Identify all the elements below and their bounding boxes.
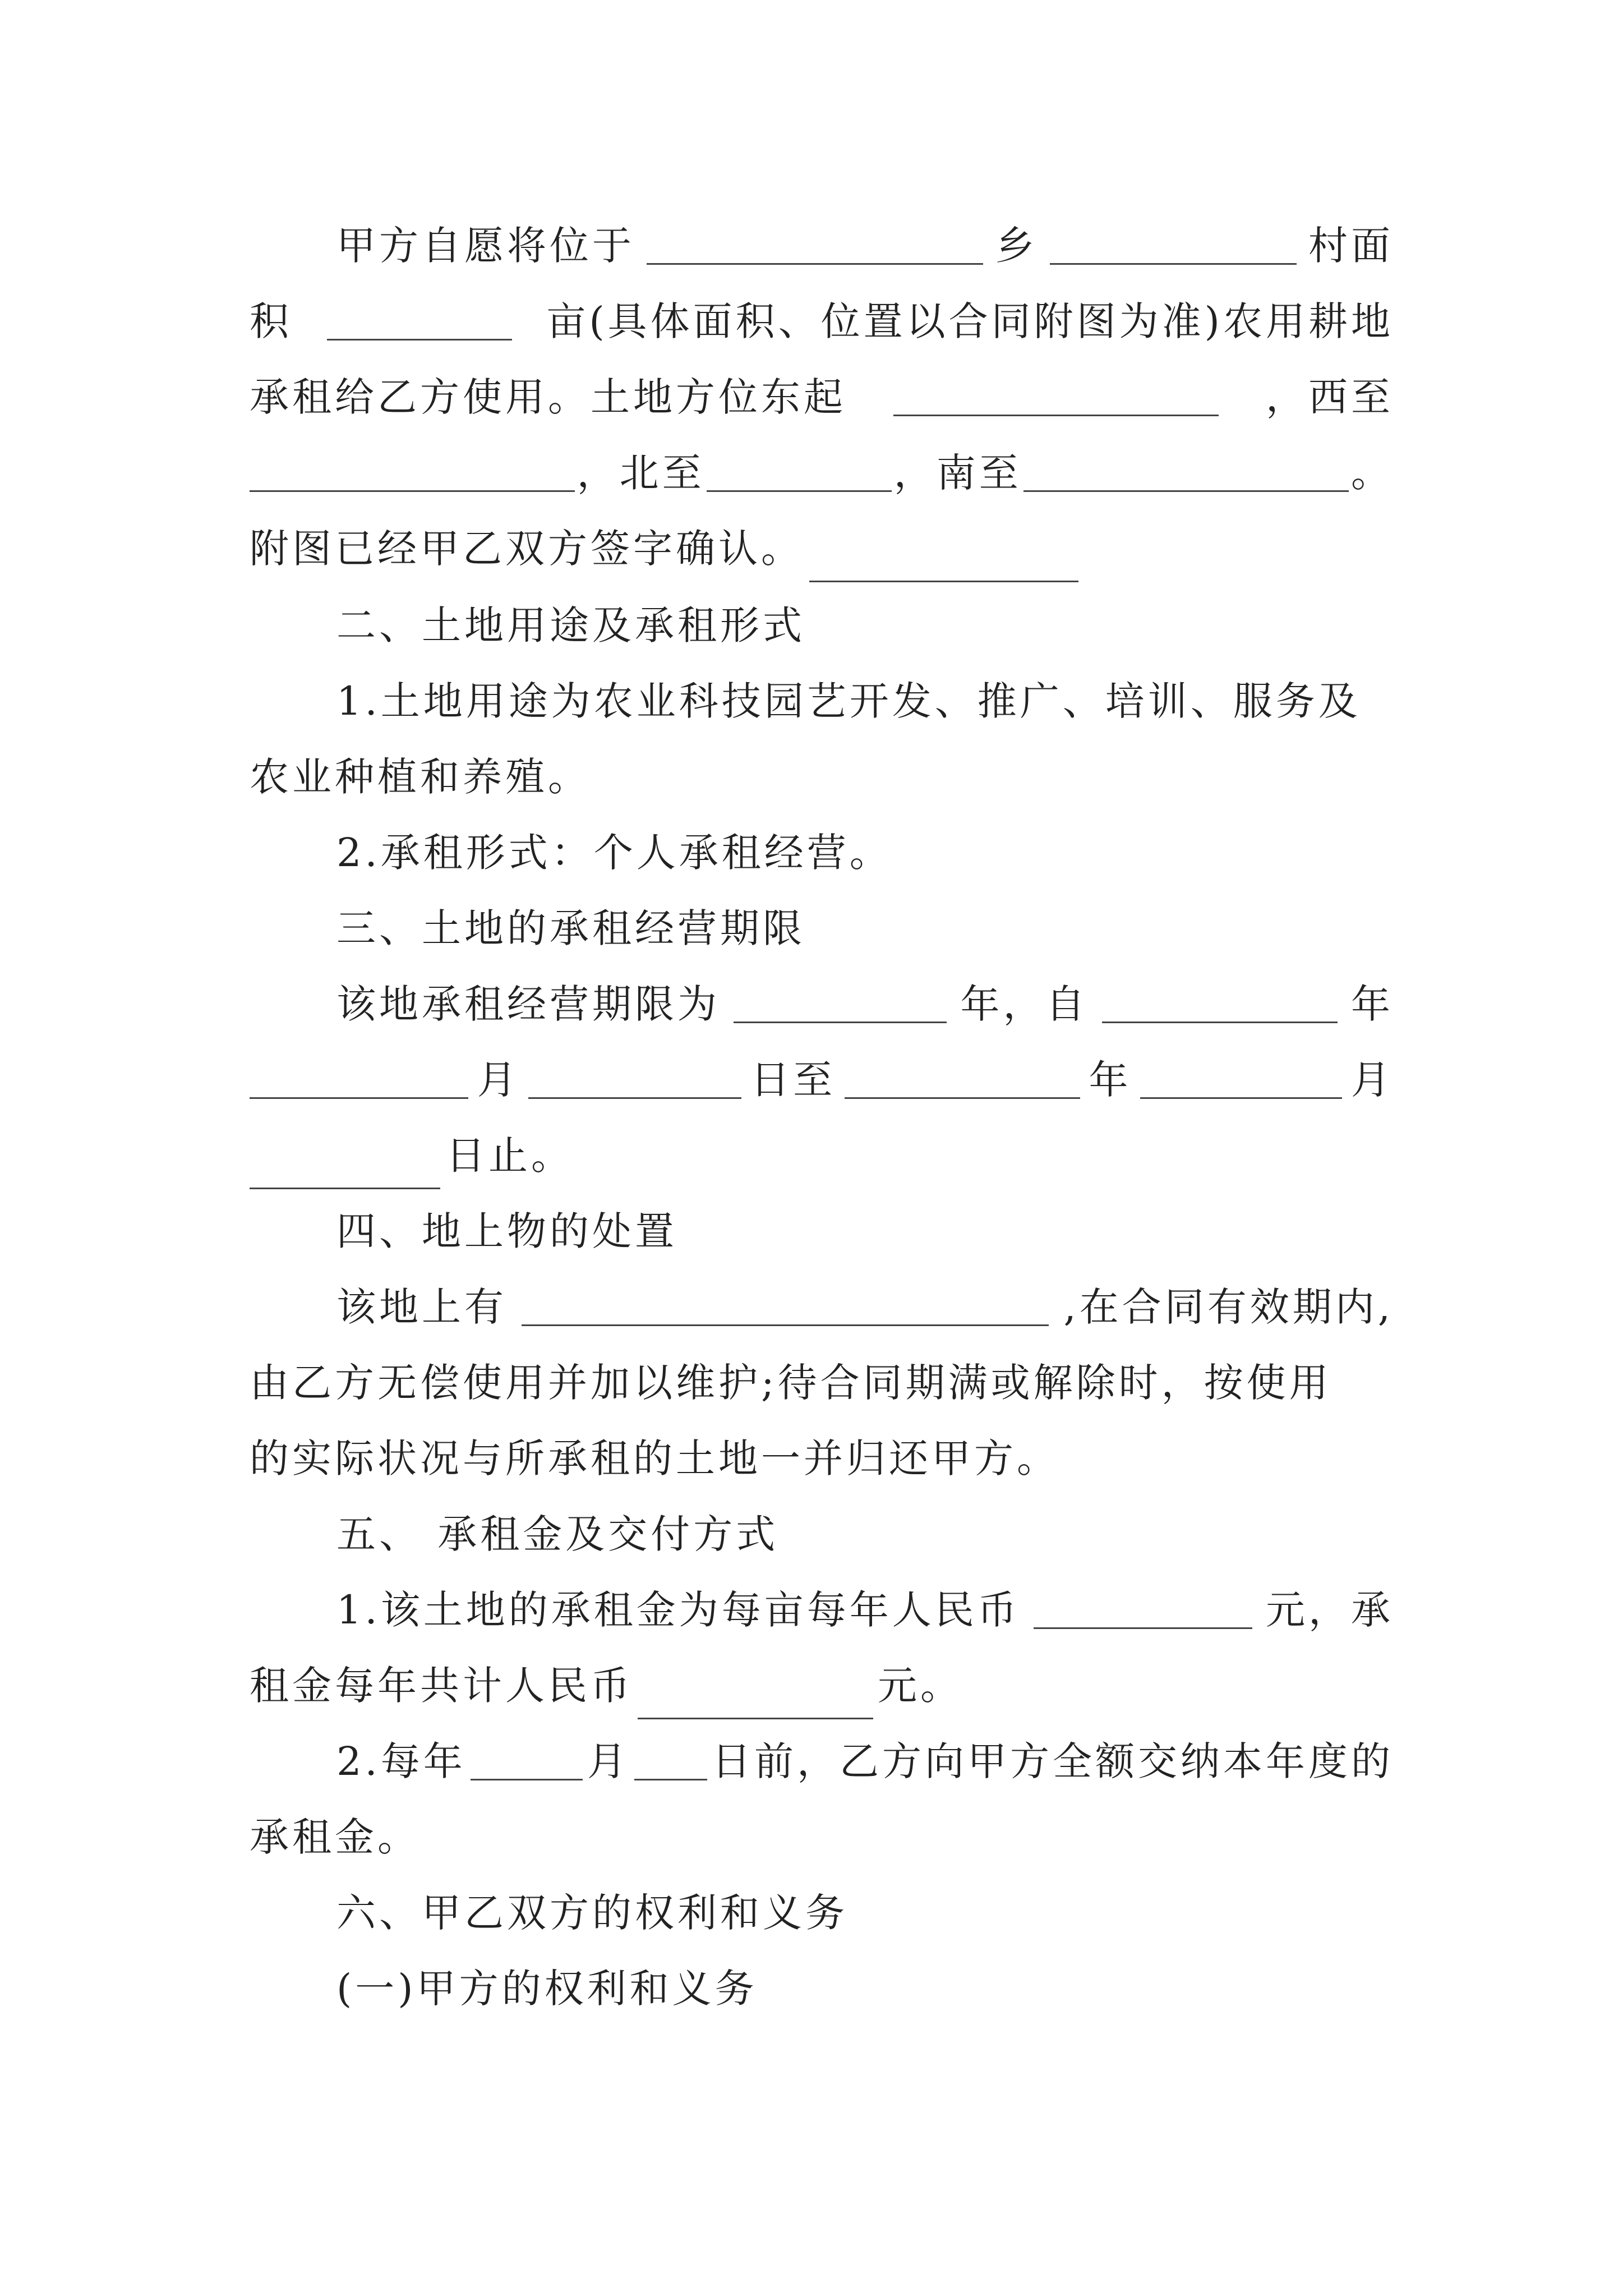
- clause1-line3: [250, 364, 1394, 431]
- blank-start-year: [1102, 986, 1338, 1023]
- text: 2.每年: [336, 1738, 466, 1784]
- blank-pay-day: [634, 1743, 707, 1780]
- section-2-p1-line2: 农业种植和养殖。: [250, 754, 591, 800]
- clause1-line4: [250, 439, 1394, 507]
- text: ，北至: [577, 450, 705, 496]
- blank-signature: [809, 545, 1078, 582]
- section-3-line3: [250, 1122, 1394, 1189]
- blank-north: [707, 454, 892, 492]
- blank-west: [250, 454, 575, 492]
- text: 附图已经甲乙双方签字确认。: [250, 526, 804, 572]
- text: 。: [1350, 450, 1394, 496]
- section-3-line1: [336, 970, 1394, 1038]
- text: 月: [477, 1057, 520, 1103]
- blank-start-month: [250, 1061, 468, 1099]
- section-3-line2: [250, 1046, 1394, 1114]
- blank-east: [893, 379, 1219, 416]
- blank-ground-objects: [522, 1289, 1049, 1326]
- section-4-line3: 的实际状况与所承租的土地一并归还甲方。: [250, 1435, 1059, 1481]
- section-3-heading: 三、土地的承租经营期限: [336, 905, 805, 951]
- section-5-line4: 承租金。: [250, 1814, 420, 1860]
- blank-end-year: [845, 1061, 1080, 1099]
- text: 元。: [878, 1663, 963, 1709]
- text: 年: [1089, 1057, 1132, 1103]
- text: 该地承租经营期限为: [336, 981, 720, 1027]
- blank-end-day: [250, 1152, 440, 1189]
- text: 日前，乙方向甲方全额交纳本年度的: [711, 1738, 1394, 1784]
- text: ,在合同有效期内,: [1063, 1284, 1394, 1330]
- text: ，西至: [1266, 374, 1394, 420]
- blank-pay-month: [471, 1743, 583, 1780]
- blank-rent-per-mu: [1034, 1591, 1252, 1629]
- blank-years: [734, 986, 947, 1023]
- blank-area: [327, 303, 512, 341]
- text: 承租给乙方使用。土地方位东起: [250, 374, 846, 420]
- blank-rent-total: [638, 1682, 873, 1719]
- blank-start-day: [528, 1061, 741, 1099]
- clause1-line2: [250, 288, 1394, 355]
- text: 甲方自愿将位于: [336, 223, 635, 269]
- text: 积: [250, 298, 292, 344]
- clause1-line1: [336, 212, 1394, 279]
- section-5-heading: 五、 承租金及交付方式: [336, 1511, 779, 1557]
- text: 年: [1351, 981, 1394, 1027]
- text: 元，承: [1265, 1587, 1394, 1633]
- blank-south: [1023, 454, 1349, 492]
- blank-village: [1050, 227, 1297, 265]
- text: 该地上有: [336, 1284, 507, 1330]
- section-5-line1: [336, 1576, 1394, 1644]
- section-2-heading: 二、土地用途及承租形式: [336, 602, 805, 648]
- text: 由乙方无偿使用并加以维护;待合同期满或解除时，按使用: [250, 1360, 1332, 1406]
- text: 1.土地用途为农业科技园艺开发、推广、培训、服务及: [336, 678, 1361, 724]
- blank-township: [647, 227, 983, 265]
- text: 乡: [995, 223, 1038, 269]
- text: 日至: [750, 1057, 836, 1103]
- blank-end-month: [1140, 1061, 1342, 1099]
- clause1-line5: [250, 515, 1394, 582]
- section-2-p1-line1: [336, 668, 1394, 735]
- section-2-p2: 2.承租形式：个人承租经营。: [336, 830, 892, 876]
- text: 日止。: [446, 1133, 574, 1179]
- text: 1.该土地的承租金为每亩每年人民币: [336, 1587, 1020, 1633]
- text: 年，自: [960, 981, 1089, 1027]
- section-4-line1: [336, 1273, 1394, 1341]
- text: 月: [1350, 1057, 1394, 1103]
- text: ，南至: [893, 450, 1022, 496]
- text: 村面: [1308, 223, 1394, 269]
- section-4-heading: 四、地上物的处置: [336, 1208, 677, 1254]
- section-4-line2: [250, 1349, 1394, 1416]
- section-6-sub1: (一)甲方的权利和义务: [336, 1966, 758, 2012]
- text: 亩(具体面积、位置以合同附图为准)农用耕地: [546, 298, 1394, 344]
- text: 月: [587, 1738, 630, 1784]
- section-5-line3: [336, 1728, 1394, 1795]
- text: 租金每年共计人民币: [250, 1663, 633, 1709]
- section-5-line2: [250, 1652, 1394, 1719]
- section-6-heading: 六、甲乙双方的权利和义务: [336, 1890, 848, 1936]
